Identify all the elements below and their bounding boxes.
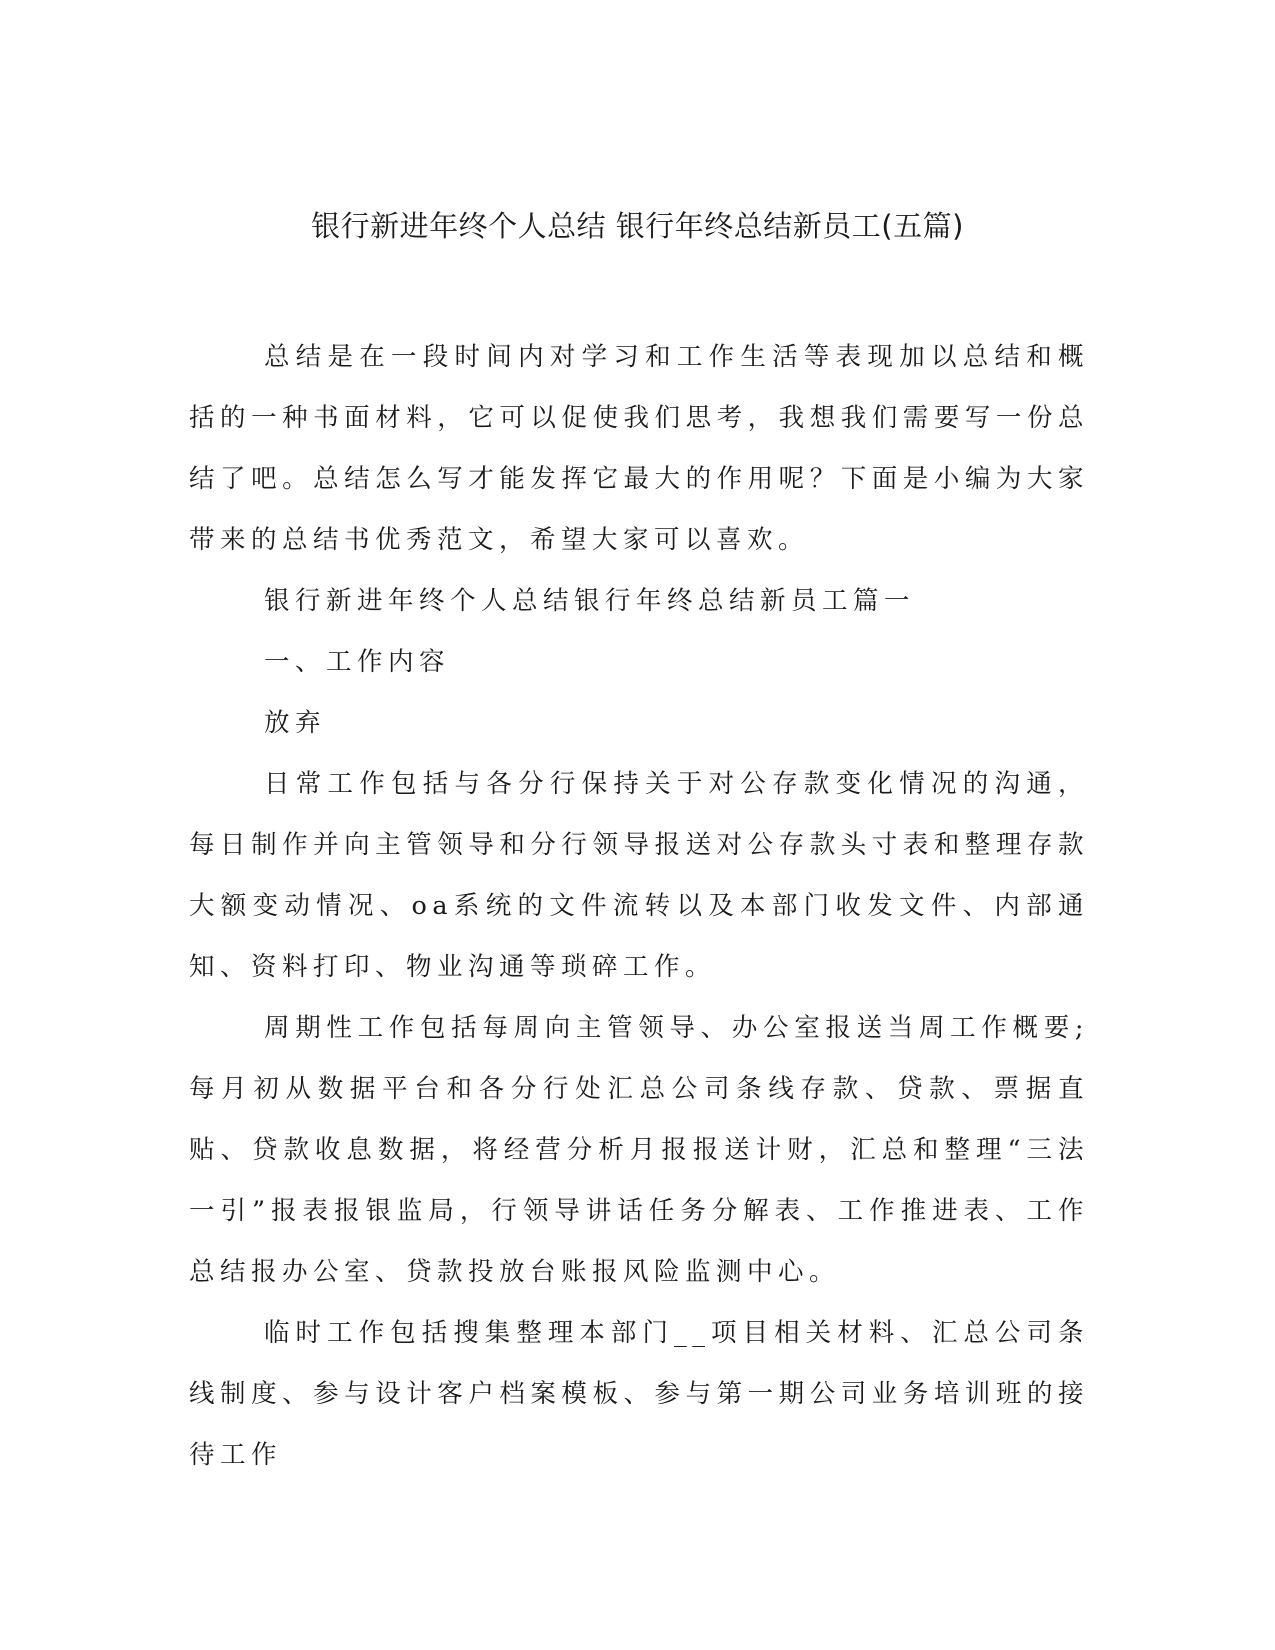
document-title: 银行新进年终个人总结 银行年终总结新员工(五篇)	[311, 209, 964, 243]
daily-work-paragraph: 日常工作包括与各分行保持关于对公存款变化情况的沟通，每日制作并向主管领导和分行领导报送对公存款头寸表和整理存款大额变动情况、oa系统的文件流转以及本部门收发文件、内部通知、资料打印、物业沟通等琐碎工作。	[189, 769, 1089, 982]
subheading-work-content: 一、工作内容	[264, 647, 451, 677]
subheading-label: 放弃	[264, 708, 327, 738]
document-body	[189, 327, 1089, 1486]
section-heading: 银行新进年终个人总结银行年终总结新员工篇一	[264, 586, 916, 616]
intro-paragraph: 总结是在一段时间内对学习和工作生活等表现加以总结和概括的一种书面材料，它可以促使我们思考，我想我们需要写一份总结了吧。总结怎么写才能发挥它最大的作用呢？下面是小编为大家带来的总结书优秀范文，希望大家可以喜欢。	[189, 342, 1089, 555]
temporary-work-paragraph: 临时工作包括搜集整理本部门__项目相关材料、汇总公司条线制度、参与设计客户档案模板、参与第一期公司业务培训班的接待工作	[189, 1318, 1089, 1470]
periodic-work-paragraph: 周期性工作包括每周向主管领导、办公室报送当周工作概要;每月初从数据平台和各分行处汇总公司条线存款、贷款、票据直贴、贷款收息数据，将经营分析月报报送计财，汇总和整理“三法一引”报表报银监局，行领导讲话任务分解表、工作推进表、工作总结报办公室、贷款投放台账报风险监测中心。	[189, 1013, 1089, 1287]
